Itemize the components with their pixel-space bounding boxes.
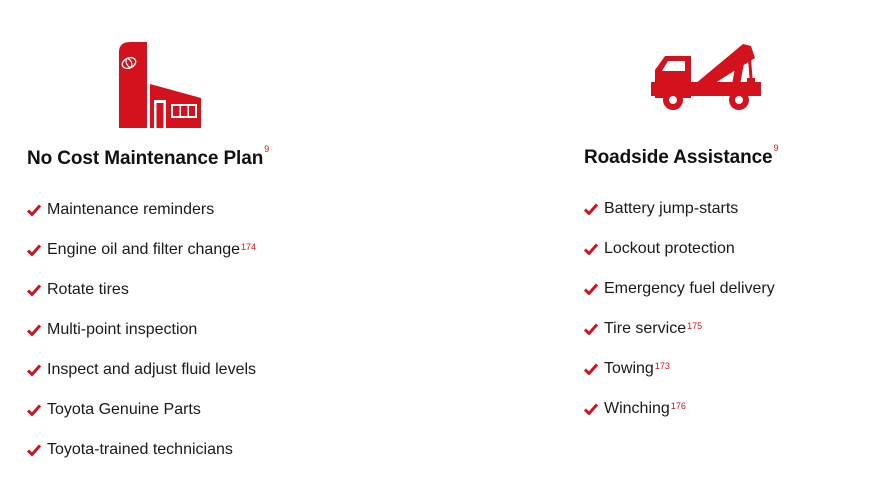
list-item — [27, 240, 257, 280]
list-item-label: Engine oil and filter change$^{174}$ — [47, 241, 257, 258]
footnote-marker: 173 — [654, 361, 670, 371]
maintenance-plan-list — [27, 200, 257, 480]
tow-truck-icon — [651, 42, 765, 112]
checkmark-icon — [584, 199, 600, 219]
list-item — [27, 280, 257, 320]
list-item — [27, 400, 257, 440]
list-item — [27, 320, 257, 360]
list-item-label: Tire service$^{175}$ — [604, 320, 703, 337]
checkmark-icon — [27, 440, 43, 460]
checkmark-icon — [27, 400, 43, 420]
checkmark-icon — [584, 359, 600, 379]
footnote-marker: 174 — [241, 242, 257, 252]
list-item — [584, 239, 776, 279]
list-item — [27, 200, 257, 240]
list-item-label: Maintenance reminders — [47, 201, 215, 218]
list-item-label: Inspect and adjust fluid levels — [47, 361, 257, 378]
list-item — [27, 360, 257, 400]
checkmark-icon — [27, 280, 43, 300]
footnote-marker: 9 — [773, 143, 779, 153]
footnote-marker: 175 — [687, 321, 703, 331]
roadside-assistance-title: Roadside Assistance$^9$ — [584, 143, 779, 168]
list-item — [584, 399, 776, 439]
list-item-label: Emergency fuel delivery — [604, 280, 775, 297]
list-item-label: Rotate tires — [47, 281, 129, 298]
list-item-label: Toyota-trained technicians — [47, 441, 233, 458]
roadside-assistance-list — [584, 199, 776, 439]
checkmark-icon — [584, 399, 600, 419]
list-item — [584, 359, 776, 399]
maintenance-plan-title: No Cost Maintenance Plan$^9$ — [27, 144, 270, 169]
list-item-label: Battery jump-starts — [604, 200, 739, 217]
list-item — [584, 199, 776, 239]
checkmark-icon — [27, 200, 43, 220]
checkmark-icon — [27, 360, 43, 380]
list-item — [584, 319, 776, 359]
list-item-label: Toyota Genuine Parts — [47, 401, 201, 418]
dealership-building-icon — [117, 42, 201, 128]
checkmark-icon — [584, 279, 600, 299]
checkmark-icon — [27, 240, 43, 260]
list-item-label: Multi-point inspection — [47, 321, 198, 338]
checkmark-icon — [27, 320, 43, 340]
list-item-label: Winching$^{176}$ — [604, 400, 686, 417]
footnote-marker: 9 — [264, 144, 270, 154]
list-item — [584, 279, 776, 319]
list-item-label: Lockout protection — [604, 240, 735, 257]
checkmark-icon — [584, 319, 600, 339]
list-item — [27, 440, 257, 480]
checkmark-icon — [584, 239, 600, 259]
list-item-label: Towing$^{173}$ — [604, 360, 670, 377]
footnote-marker: 176 — [670, 401, 686, 411]
